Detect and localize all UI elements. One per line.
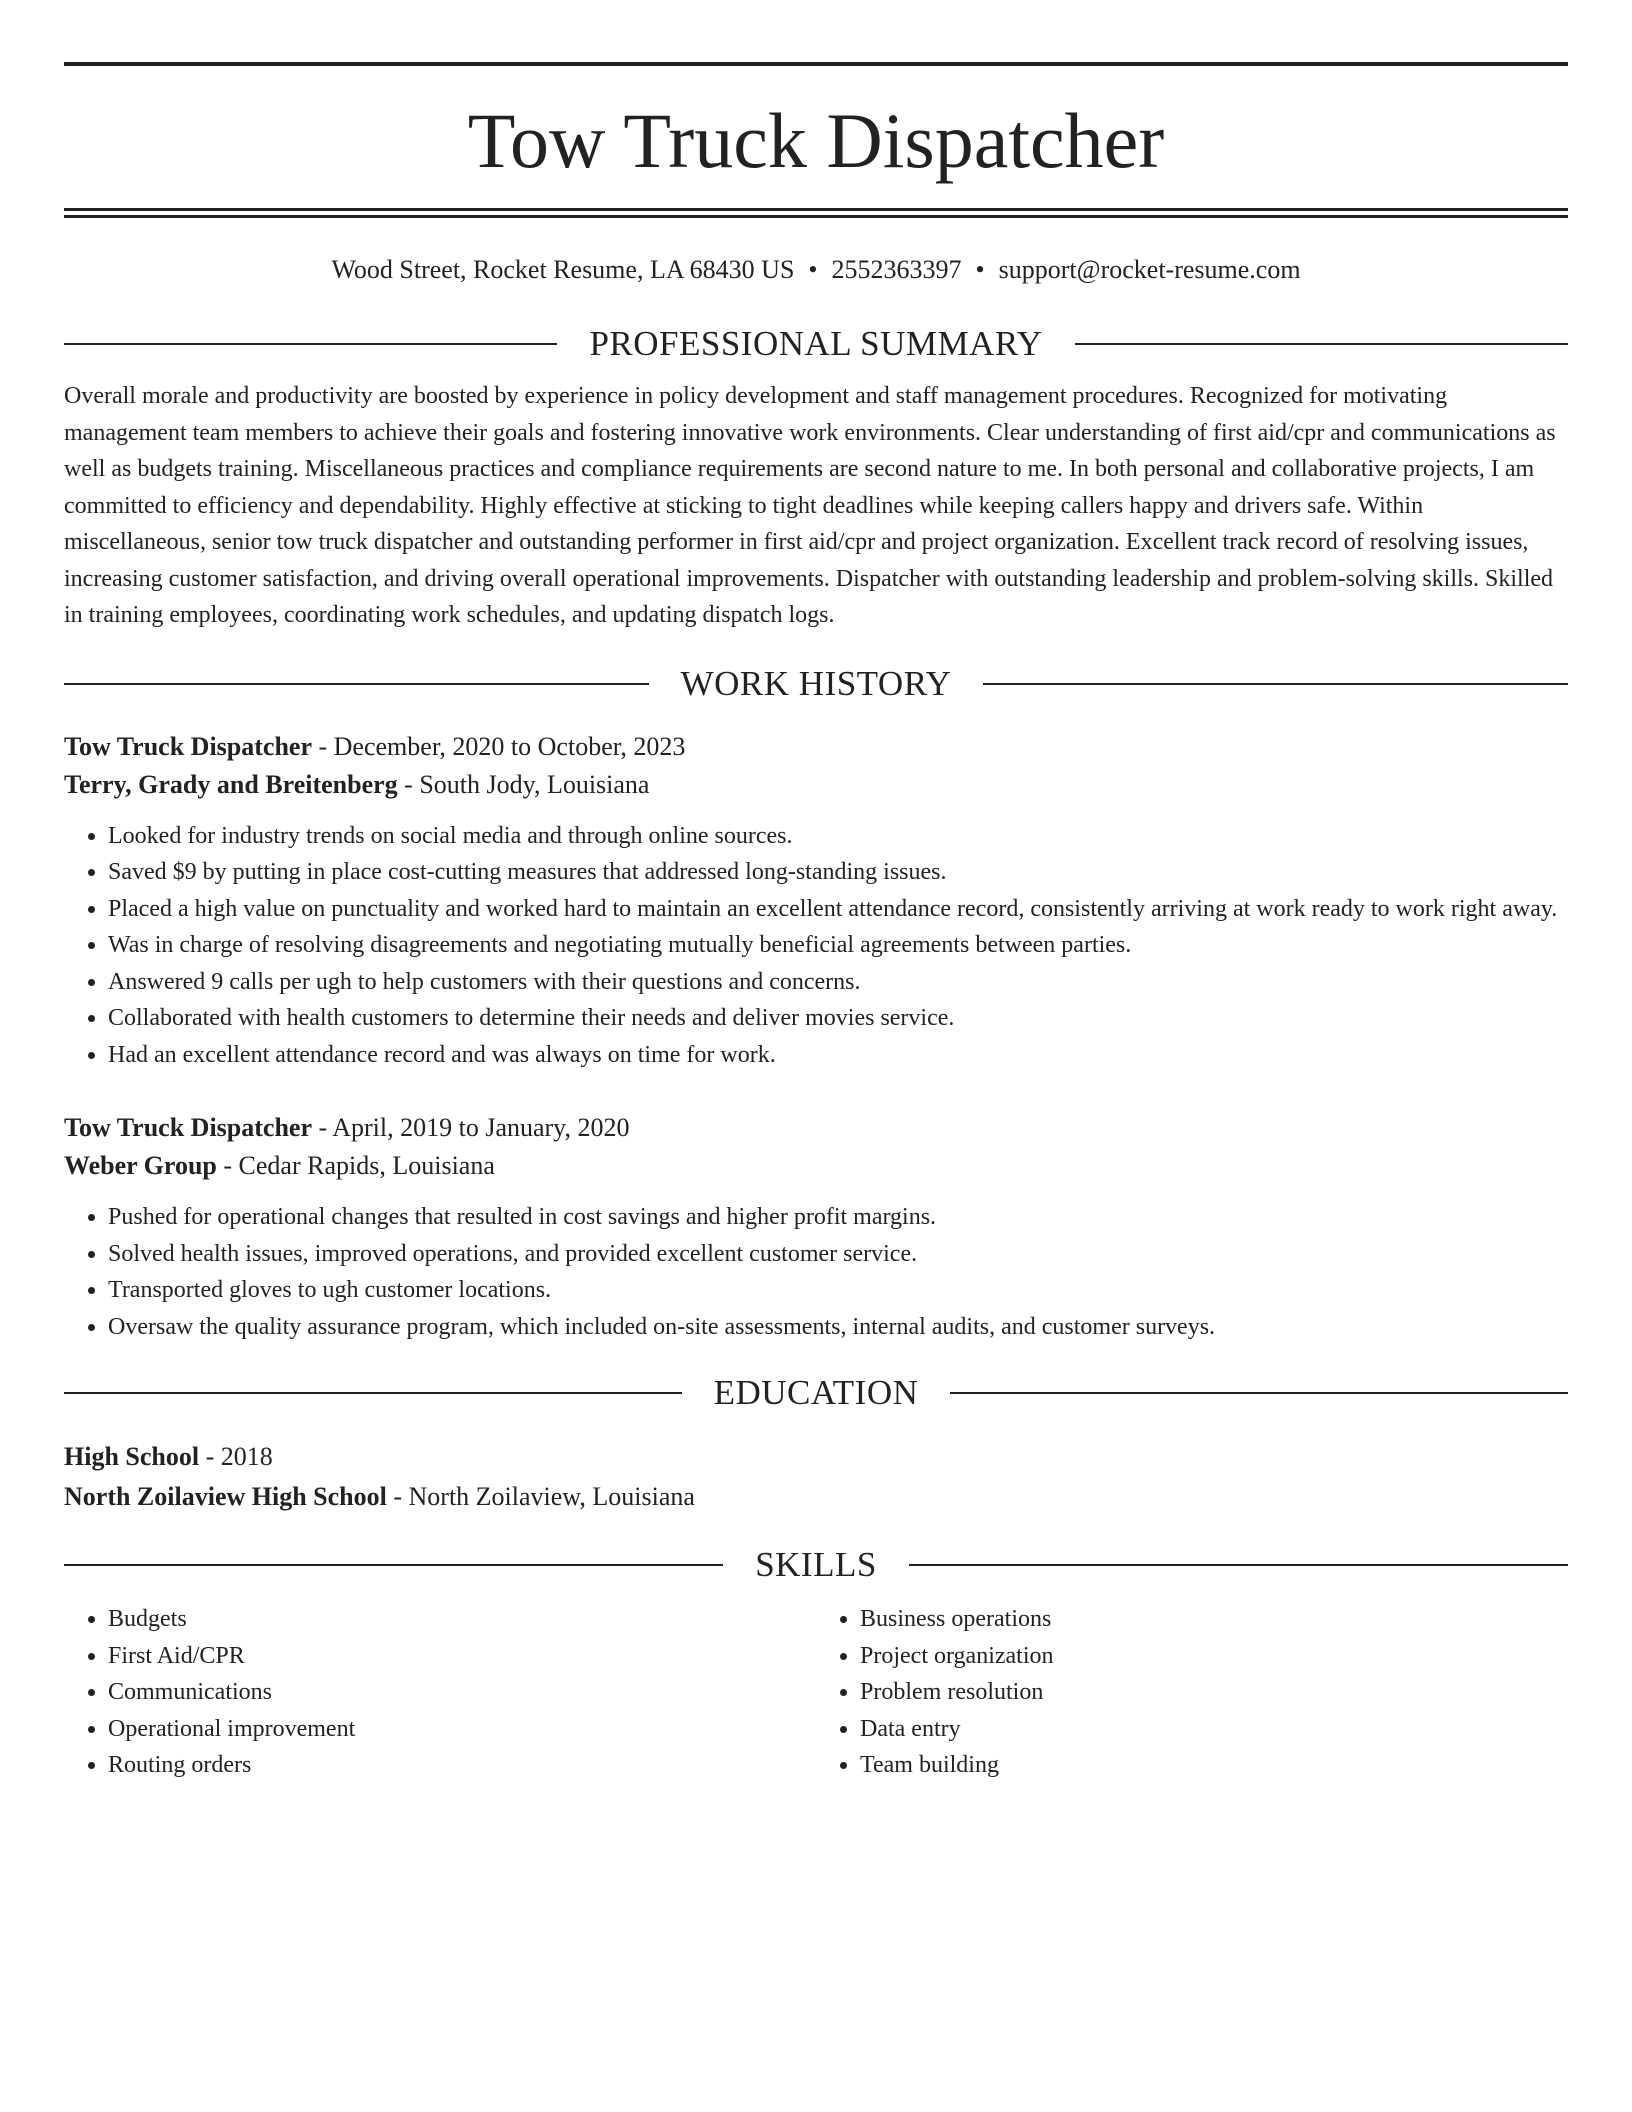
list-item: • Communications — [108, 1674, 816, 1711]
job-company-line — [64, 766, 1568, 804]
list-item: • Budgets — [108, 1601, 816, 1638]
contact-phone: 2552363397 — [831, 255, 962, 284]
list-item: • First Aid/CPR — [108, 1638, 816, 1675]
section-heading-education — [64, 1371, 1568, 1415]
section-title: SKILLS — [755, 1545, 877, 1584]
contact-separator: • — [808, 255, 818, 284]
double-rule — [64, 208, 1568, 218]
divider — [1075, 343, 1568, 345]
skills-column-right — [816, 1601, 1568, 1784]
list-item: • Routing orders — [108, 1747, 816, 1784]
job-location: - South Jody, Louisiana — [404, 769, 650, 799]
education-degree-line — [64, 1437, 1568, 1477]
list-item: • Business operations — [860, 1601, 1568, 1638]
skills-list — [64, 1601, 1568, 1784]
job-bullets — [64, 818, 1568, 1074]
section-heading-work-history — [64, 662, 1568, 706]
education-degree: High School — [64, 1442, 200, 1471]
top-rule — [64, 62, 1568, 66]
skills-column-left — [64, 1601, 816, 1784]
contact-address: Wood Street, Rocket Resume, LA 68430 US — [331, 255, 795, 284]
job-title-line — [64, 1109, 1568, 1147]
list-item: • Was in charge of resolving disagreements and negotiating mutually beneficial agreements between parties. — [108, 927, 1568, 964]
education-school: North Zoilaview High School — [64, 1482, 387, 1511]
list-item: • Collaborated with health customers to determine their needs and deliver movies service. — [108, 1000, 1568, 1037]
divider — [64, 1564, 723, 1566]
section-heading-skills — [64, 1543, 1568, 1587]
divider — [950, 1392, 1568, 1394]
section-heading-summary — [64, 322, 1568, 366]
divider — [909, 1564, 1568, 1566]
job-title: Tow Truck Dispatcher — [64, 731, 312, 761]
list-item: • Operational improvement — [108, 1711, 816, 1748]
education-school-line — [64, 1477, 1568, 1517]
job-company: Weber Group — [64, 1151, 217, 1180]
section-title: WORK HISTORY — [680, 663, 952, 703]
job-location: - Cedar Rapids, Louisiana — [223, 1151, 495, 1180]
summary-text: Overall morale and productivity are boosted by experience in policy development and staff management procedures. Recognized for motivating management team members to achieve their goals and fostering innovative work environments. Clear understanding of first aid/cpr and communications as well as budgets training. Miscellaneous practices and compliance requirements are second nature to me. In both personal and collaborative projects, I am committed to efficiency and dependability. Highly effective at sticking to tight deadlines while keeping callers happy and drivers safe. Within miscellaneous, senior tow truck dispatcher and outstanding performer in first aid/cpr and project organization. Excellent track record of resolving issues, increasing customer satisfaction, and driving overall operational improvements. Dispatcher with outstanding leadership and problem-solving skills. Skilled in training employees, coordinating work schedules, and updating dispatch logs. — [64, 383, 1556, 628]
divider — [64, 1392, 682, 1394]
education-location: - North Zoilaview, Louisiana — [393, 1482, 695, 1511]
job-title-line — [64, 728, 1568, 766]
job-company-line — [64, 1147, 1568, 1185]
contact-separator: • — [975, 255, 985, 284]
divider — [64, 683, 649, 685]
list-item: • Data entry — [860, 1711, 1568, 1748]
list-item: • Oversaw the quality assurance program, which included on-site assessments, internal audits, and customer surveys. — [108, 1309, 1568, 1346]
section-title: PROFESSIONAL SUMMARY — [589, 324, 1043, 363]
list-item: • Team building — [860, 1747, 1568, 1784]
job-company: Terry, Grady and Breitenberg — [64, 769, 398, 799]
job-entry — [64, 728, 1568, 1074]
divider — [983, 683, 1568, 685]
list-item: • Answered 9 calls per ugh to help customers with their questions and concerns. — [108, 964, 1568, 1001]
contact-line — [64, 252, 1568, 288]
list-item: • Project organization — [860, 1638, 1568, 1675]
education-entry — [64, 1437, 1568, 1517]
contact-email: support@rocket-resume.com — [998, 255, 1301, 284]
job-dates: - December, 2020 to October, 2023 — [318, 731, 686, 761]
list-item: • Solved health issues, improved operations, and provided excellent customer service. — [108, 1236, 1568, 1273]
job-dates: - April, 2019 to January, 2020 — [318, 1113, 630, 1142]
list-item: • Pushed for operational changes that resulted in cost savings and higher profit margins. — [108, 1199, 1568, 1236]
job-entry — [64, 1109, 1568, 1345]
list-item: • Transported gloves to ugh customer locations. — [108, 1272, 1568, 1309]
list-item: • Looked for industry trends on social media and through online sources. — [108, 818, 1568, 855]
list-item: • Placed a high value on punctuality and worked hard to maintain an excellent attendance record, consistently arriving at work ready to work right away. — [108, 891, 1568, 928]
job-title: Tow Truck Dispatcher — [64, 1113, 312, 1142]
section-title: EDUCATION — [713, 1373, 919, 1412]
divider — [64, 343, 557, 345]
list-item: • Saved $9 by putting in place cost-cutting measures that addressed long-standing issues. — [108, 854, 1568, 891]
education-year: - 2018 — [205, 1442, 273, 1471]
job-bullets — [64, 1199, 1568, 1345]
list-item: • Problem resolution — [860, 1674, 1568, 1711]
list-item: • Had an excellent attendance record and was always on time for work. — [108, 1037, 1568, 1074]
candidate-name: Tow Truck Dispatcher — [467, 97, 1165, 184]
